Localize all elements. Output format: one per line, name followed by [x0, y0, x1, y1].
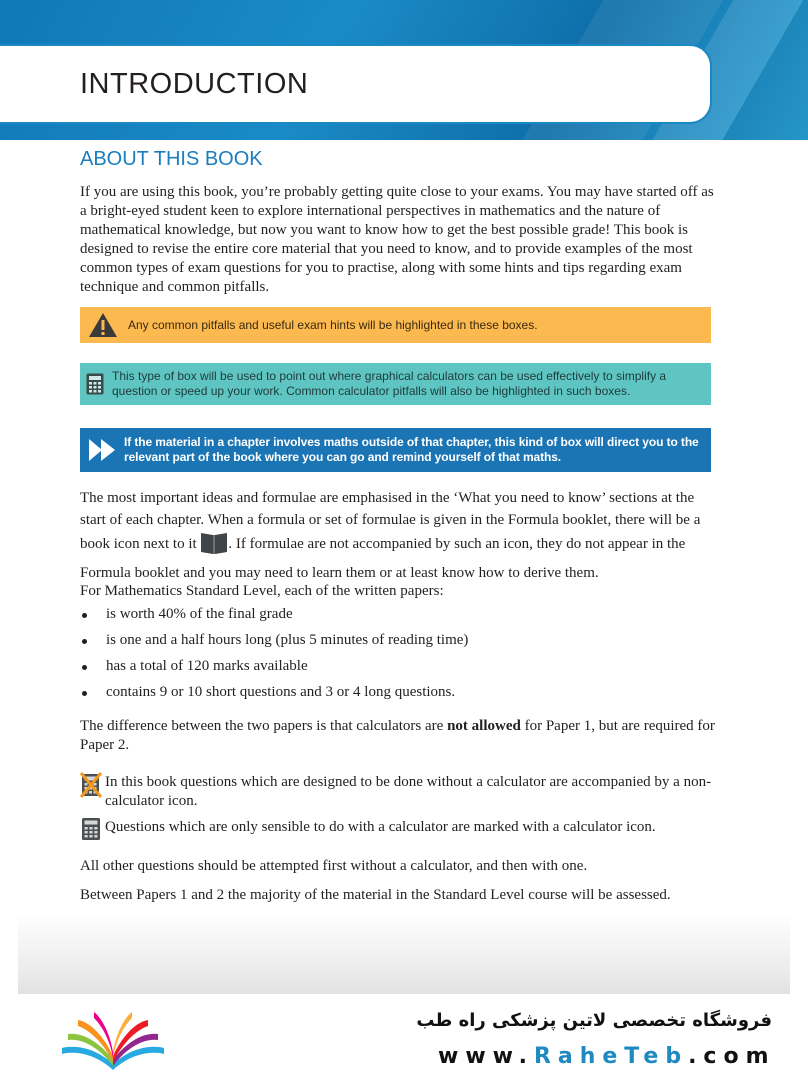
watermark-url-brand: RaheTeb	[533, 1044, 689, 1069]
warning-icon	[88, 312, 118, 338]
assessment-note: Between Papers 1 and 2 the majority of the material in the Standard Level course will be assessed.	[80, 887, 671, 903]
formula-paragraph	[80, 487, 720, 584]
exam-hint-box	[80, 307, 711, 343]
fast-forward-icon	[88, 438, 116, 462]
page-title: INTRODUCTION	[80, 68, 309, 100]
attempt-note: All other questions should be attempted first without a calculator, and then with one.	[80, 858, 588, 874]
papers-difference	[80, 717, 720, 755]
papers-intro: For Mathematics Standard Level, each of the written papers:	[80, 583, 444, 599]
intro-paragraph: If you are using this book, you’re probably getting quite close to your exams. You may have started off as a bright-eyed student keen to explore international perspectives in mathematics and the nature of mathematical knowledge, but now you want to know how to get the best possible grade! This book is designed to revise the entire core material that you need to know, and to provide examples of the most common types of exam questions for you to practise, along with some hints and tips regarding exam technique and common pitfalls.	[80, 184, 714, 295]
section-heading: ABOUT THIS BOOK	[80, 148, 263, 170]
formula-text-start: The most important ideas and formulae are emphasised in the ‘What you need to know’ sections at the start of each chapter. When a formula or set of formulae is given in the Formula booklet, there will be a book icon next to it	[80, 490, 701, 552]
list-item: is worth 40% of the final grade	[80, 605, 700, 631]
page-bottom-shadow	[18, 912, 790, 994]
list-item: is one and a half hours long (plus 5 minutes of reading time)	[80, 631, 700, 657]
non-calculator-note	[80, 773, 720, 811]
list-item: contains 9 or 10 short questions and 3 or 4 long questions.	[80, 683, 700, 709]
book-icon	[200, 531, 228, 562]
difference-emphasis: not allowed	[447, 718, 521, 734]
cross-reference-box	[80, 428, 711, 472]
difference-text-end: for Paper 1, but are required for Paper 2.	[80, 718, 715, 753]
formula-text-end: . If formulae are not accompanied by such an icon, they do not appear in the Formula booklet and you may need to learn them or at least know how to derive them.	[80, 536, 686, 581]
open-book-logo-icon	[58, 1008, 168, 1079]
calculator-icon	[86, 373, 104, 395]
exam-hint-text: Any common pitfalls and useful exam hints will be highlighted in these boxes.	[128, 317, 538, 332]
calculator-note	[80, 818, 720, 846]
non-calculator-icon	[80, 772, 102, 803]
calculator-icon	[80, 817, 102, 846]
watermark-url	[438, 1044, 776, 1069]
watermark-store-name: فروشگاه تخصصی لاتین پزشکی راه طب	[416, 1010, 772, 1031]
calculator-tip-text: This type of box will be used to point out where graphical calculators can be used effectively to simplify a question or speed up your work. Common calculator pitfalls will also be highlighted in such boxes.	[112, 369, 667, 398]
watermark-url-prefix: www.	[438, 1044, 534, 1069]
list-item: has a total of 120 marks available	[80, 657, 700, 683]
non-calculator-text: In this book questions which are designed to be done without a calculator are accompanied by a non-calculator icon.	[105, 774, 712, 809]
calculator-tip-box	[80, 363, 711, 405]
paper-details-list	[80, 605, 700, 709]
difference-text-start: The difference between the two papers is that calculators are	[80, 718, 448, 734]
watermark-url-suffix: .com	[688, 1044, 776, 1069]
calculator-note-text: Questions which are only sensible to do with a calculator are marked with a calculator icon.	[105, 819, 656, 835]
cross-reference-text: If the material in a chapter involves maths outside of that chapter, this kind of box will direct you to the relevant part of the book where you can go and remind yourself of that maths.	[124, 435, 699, 464]
